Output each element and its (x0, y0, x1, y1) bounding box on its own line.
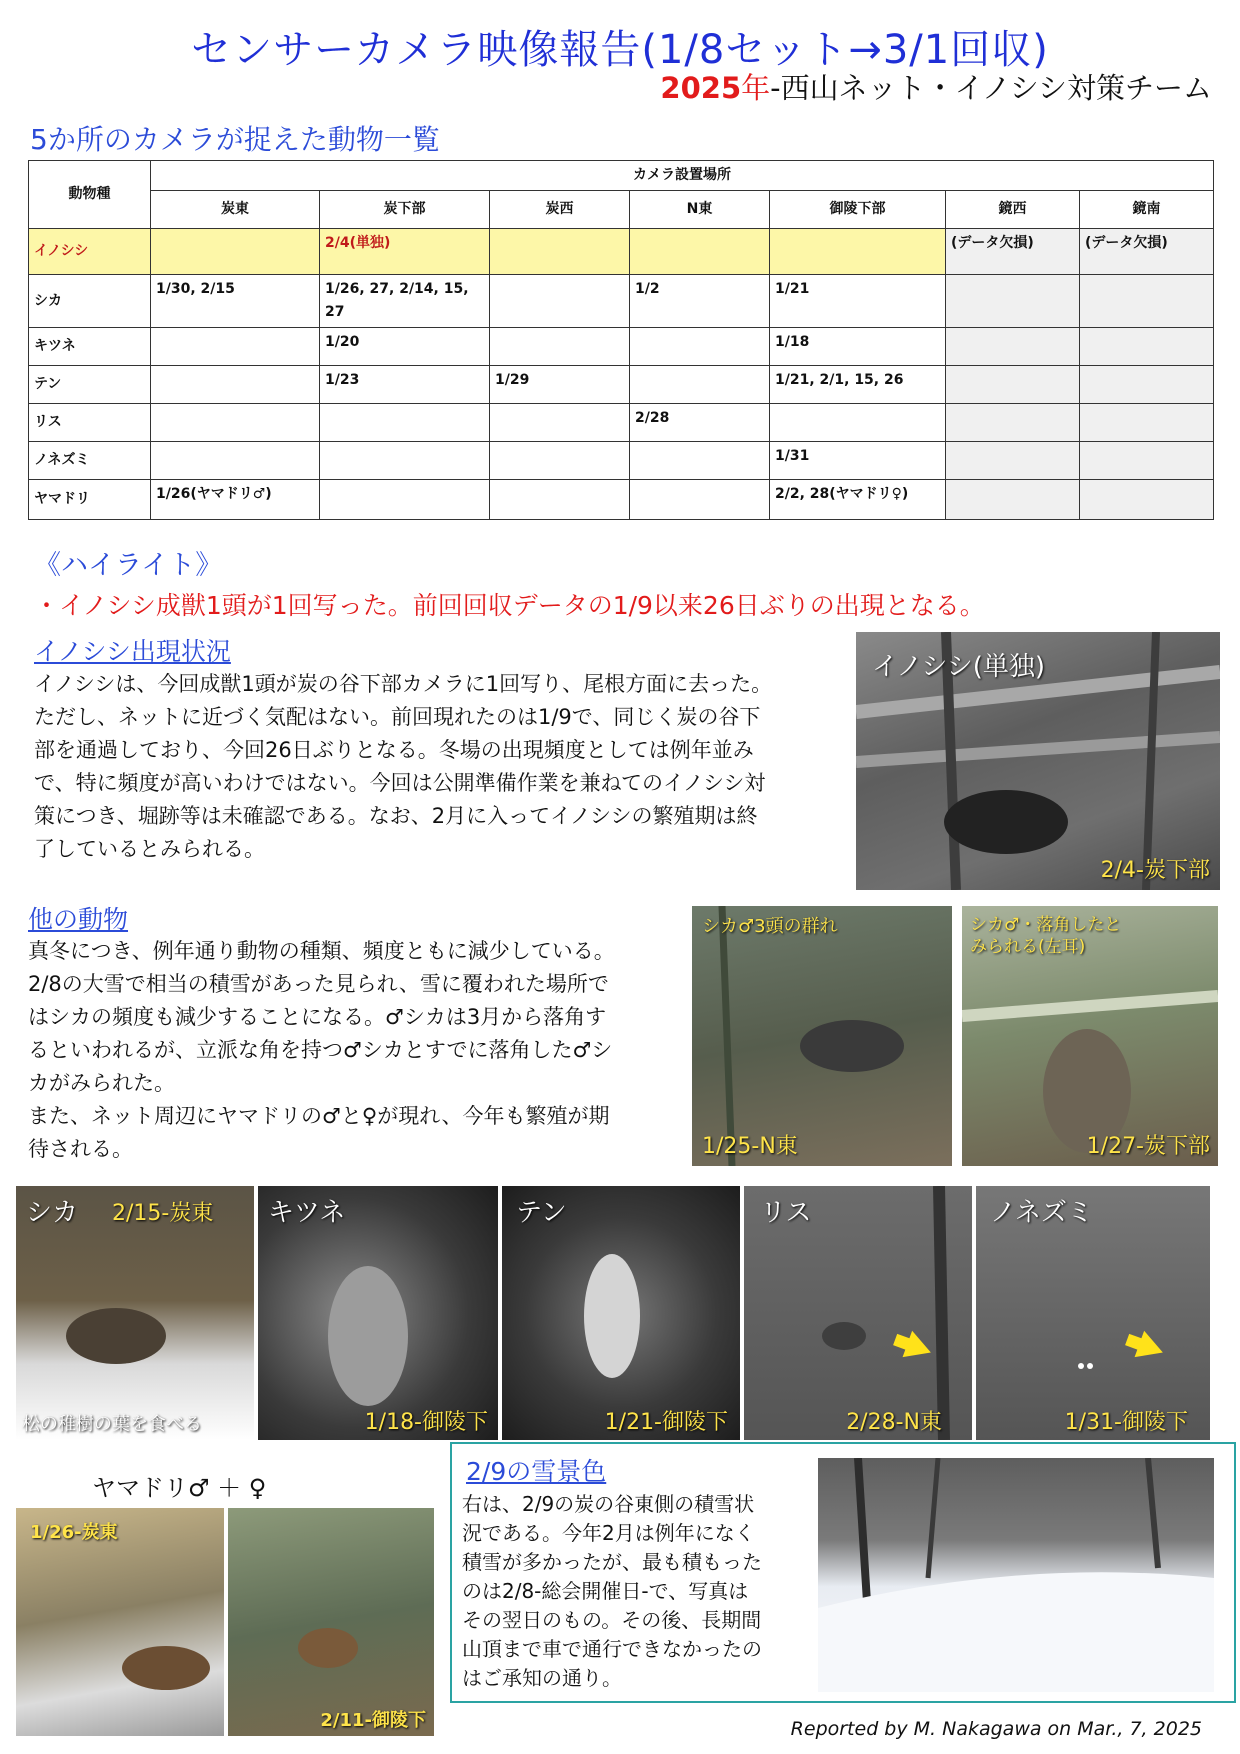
table-cell (630, 328, 770, 366)
species-cell: ノネズミ (29, 442, 151, 480)
text-line: 策につき、堀跡等は未確認である。なお、2月に入ってイノシシの繁殖期は終 (34, 804, 758, 828)
text-line: 真冬につき、例年通り動物の種類、頻度ともに減少している。 (28, 939, 615, 963)
table-cell (946, 366, 1080, 404)
text-line: 山頂まで車で通行できなかったの (462, 1637, 762, 1661)
text-line: で、特に頻度が高いわけではない。今回は公開準備作業を兼ねてのイノシシ対 (34, 771, 766, 795)
page-subtitle (660, 66, 1212, 107)
table-cell (770, 229, 946, 275)
deer-antlerless-photo (962, 906, 1218, 1166)
others-section-body (28, 935, 678, 1166)
species-cell: シカ (29, 275, 151, 328)
table-cell: 1/21, 2/1, 15, 26 (770, 366, 946, 404)
text-line: 部を通過しており、今回26日ぶりとなる。冬場の出現頻度としては例年並み (34, 738, 754, 762)
photo-caption: 1/18-御陵下 (364, 1410, 488, 1435)
snow-scene-box (450, 1442, 1236, 1703)
photo-caption: 松の稚樹の葉を食べる (22, 1414, 202, 1435)
table-cell: 1/23 (320, 366, 490, 404)
table-row (29, 229, 1214, 275)
table-cell (151, 404, 320, 442)
location-col: 御陵下部 (770, 191, 946, 229)
photo-label: リス (760, 1198, 812, 1228)
boar-photo (856, 632, 1220, 890)
highlight-heading: 《ハイライト》 (34, 550, 223, 581)
bird-shape (298, 1628, 358, 1668)
table-cell (151, 328, 320, 366)
strip-photo-squirrel (744, 1186, 972, 1440)
snow-photo-art (818, 1458, 1214, 1692)
photo-label: シカ♂3頭の群れ (702, 916, 838, 937)
photo-label: テン (516, 1198, 567, 1228)
table-cell: 1/2 (630, 275, 770, 328)
animal-table (28, 160, 1214, 520)
table-cell (630, 229, 770, 275)
yamadori-male-photo (16, 1508, 224, 1736)
table-cell: 1/26(ヤマドリ♂) (151, 480, 320, 520)
yamadori-photo-art (228, 1508, 434, 1736)
photo-label: イノシシ(単独) (872, 652, 1046, 682)
arrow-icon (1122, 1326, 1167, 1365)
report-year-suffix: 年 (741, 71, 771, 105)
table-cell (320, 480, 490, 520)
table-cell (1080, 328, 1214, 366)
photo-label: シカ (26, 1198, 79, 1228)
table-row (29, 404, 1214, 442)
yamadori-title: ヤマドリ♂ ＋ ♀ (92, 1474, 267, 1502)
table-cell (946, 404, 1080, 442)
text-line: ただし、ネットに近づく気配はない。前回現れたのは1/9で、同じく炭の谷下 (34, 705, 761, 729)
boar-shape (944, 790, 1068, 854)
location-col: N東 (630, 191, 770, 229)
table-cell (946, 480, 1080, 520)
table-cell (630, 480, 770, 520)
page-title: センサーカメラ映像報告(1/8セット→3/1回収) (191, 27, 1049, 73)
tree-shape (858, 1458, 868, 1618)
table-cell: 1/21 (770, 275, 946, 328)
eye-shine-shape (1087, 1363, 1093, 1369)
photo-label: 2/15-炭東 (112, 1201, 214, 1226)
photo-label: ノネズミ (990, 1198, 1093, 1228)
snow-heading: 2/9の雪景色 (466, 1457, 607, 1486)
text-line: 了しているとみられる。 (34, 837, 265, 861)
table-cell (946, 275, 1080, 328)
table-cell (1080, 404, 1214, 442)
table-row (29, 366, 1214, 404)
location-col: 炭下部 (320, 191, 490, 229)
text-line: カがみられた。 (28, 1071, 175, 1095)
text-line: 待される。 (28, 1137, 133, 1161)
photo-caption: 1/27-炭下部 (1086, 1134, 1210, 1159)
table-row (29, 480, 1214, 520)
species-cell: リス (29, 404, 151, 442)
table-cell (946, 328, 1080, 366)
table-cell (630, 442, 770, 480)
bird-shape (122, 1646, 210, 1690)
arrow-icon (890, 1326, 935, 1365)
others-section-heading: 他の動物 (28, 905, 129, 934)
snow-photo (818, 1458, 1214, 1692)
boar-section-body (34, 668, 834, 866)
photo-caption: 2/4-炭下部 (1100, 858, 1210, 883)
text-line: はご承知の通り。 (462, 1666, 622, 1690)
strip-photo-mouse (976, 1186, 1210, 1440)
table-cell (490, 229, 630, 275)
photo-caption: 1/25-N東 (702, 1134, 798, 1159)
species-cell: ヤマドリ (29, 480, 151, 520)
table-cell (490, 275, 630, 328)
table-row (29, 275, 1214, 328)
photo-caption: 2/28-N東 (846, 1410, 942, 1435)
deer-shape (800, 1020, 904, 1072)
deer-group-photo (692, 906, 952, 1166)
location-header: カメラ設置場所 (151, 161, 1214, 191)
yamadori-female-photo (228, 1508, 434, 1736)
location-col: 鏡西 (946, 191, 1080, 229)
table-cell (770, 404, 946, 442)
table-cell: 2/28 (630, 404, 770, 442)
table-cell (490, 404, 630, 442)
table-cell: 1/26, 27, 2/14, 15, 27 (320, 275, 490, 328)
table-cell: (データ欠損) (946, 229, 1080, 275)
species-header: 動物種 (29, 161, 151, 229)
text-line: イノシシは、今回成獣1頭が炭の谷下部カメラに1回写り、尾根方面に去った。 (34, 672, 773, 696)
photo-label: キツネ (268, 1198, 346, 1228)
text-line: その翌日のもの。その後、長期間 (462, 1608, 762, 1632)
marten-shape (584, 1254, 640, 1378)
table-cell (320, 404, 490, 442)
text-line: のは2/8-総会開催日-で、写真は (462, 1579, 749, 1603)
photo-label: シカ♂・落角したと (970, 915, 1122, 935)
fox-shape (328, 1266, 408, 1406)
tree-shape (1148, 1458, 1158, 1568)
photo-caption: 1/31-御陵下 (1064, 1410, 1188, 1435)
log-shape (856, 737, 1220, 762)
eye-shine-shape (1078, 1363, 1084, 1369)
table-cell (630, 366, 770, 404)
text-line: 右は、2/9の炭の谷東側の積雪状 (462, 1492, 755, 1516)
photo-label: みられる(左耳) (970, 937, 1086, 957)
table-cell: 1/20 (320, 328, 490, 366)
strip-photo-deer (16, 1186, 254, 1440)
table-cell (320, 442, 490, 480)
location-col: 炭東 (151, 191, 320, 229)
tree-shape (722, 906, 732, 1166)
table-row (29, 328, 1214, 366)
tree-shape (928, 1458, 938, 1578)
table-cell: 2/4(単独) (320, 229, 490, 275)
table-cell: 1/30, 2/15 (151, 275, 320, 328)
table-cell (151, 366, 320, 404)
table-cell: 1/18 (770, 328, 946, 366)
tree-shape (1146, 632, 1156, 890)
footer-credit: Reported by M. Nakagawa on Mar., 7, 2025 (790, 1718, 1202, 1740)
table-title: 5か所のカメラが捉えた動物一覧 (30, 123, 440, 156)
table-cell (1080, 275, 1214, 328)
photo-caption: 2/11-御陵下 (320, 1710, 426, 1731)
text-line: るといわれるが、立派な角を持つ♂シカとすでに落角した♂シ (28, 1038, 613, 1062)
team-name: -西山ネット・イノシシ対策チーム (770, 71, 1212, 105)
table-cell (1080, 366, 1214, 404)
text-line: 況である。今年2月は例年になく (462, 1521, 755, 1545)
deer-photo-art (692, 906, 952, 1166)
report-year: 2025 (660, 71, 742, 105)
squirrel-shape (822, 1322, 866, 1350)
table-cell (1080, 442, 1214, 480)
table-cell (1080, 480, 1214, 520)
strip-photo-fox (258, 1186, 498, 1440)
table-cell (490, 442, 630, 480)
species-cell: キツネ (29, 328, 151, 366)
species-cell: イノシシ (29, 229, 151, 275)
table-cell: 2/2, 28(ヤマドリ♀) (770, 480, 946, 520)
table-row (29, 442, 1214, 480)
table-cell (151, 229, 320, 275)
highlight-text: ・イノシシ成獣1頭が1回写った。前回回収データの1/9以来26日ぶりの出現となる。 (34, 591, 985, 620)
text-line: 積雪が多かったが、最も積もった (462, 1550, 762, 1574)
photo-caption: 1/26-炭東 (30, 1522, 118, 1543)
table-cell: 1/31 (770, 442, 946, 480)
photo-caption: 1/21-御陵下 (604, 1410, 728, 1435)
log-shape (962, 996, 1218, 1016)
table-cell (151, 442, 320, 480)
species-cell: テン (29, 366, 151, 404)
text-line: また、ネット周辺にヤマドリの♂と♀が現れ、今年も繁殖が期 (28, 1104, 610, 1128)
text-line: はシカの頻度も減少することになる。♂シカは3月から落角す (28, 1005, 607, 1029)
location-col: 鏡南 (1080, 191, 1214, 229)
table-cell (490, 328, 630, 366)
tree-shape (939, 1186, 944, 1440)
location-col: 炭西 (490, 191, 630, 229)
table-cell (490, 480, 630, 520)
snow-shape (818, 1572, 1214, 1692)
boar-section-heading: イノシシ出現状況 (34, 637, 231, 666)
deer-shape (66, 1308, 166, 1364)
table-cell (946, 442, 1080, 480)
table-cell: 1/29 (490, 366, 630, 404)
text-line: 2/8の大雪で相当の積雪があった見られ、雪に覆われた場所で (28, 972, 609, 996)
snow-body (462, 1490, 802, 1693)
strip-photo-marten (502, 1186, 740, 1440)
table-cell: (データ欠損) (1080, 229, 1214, 275)
